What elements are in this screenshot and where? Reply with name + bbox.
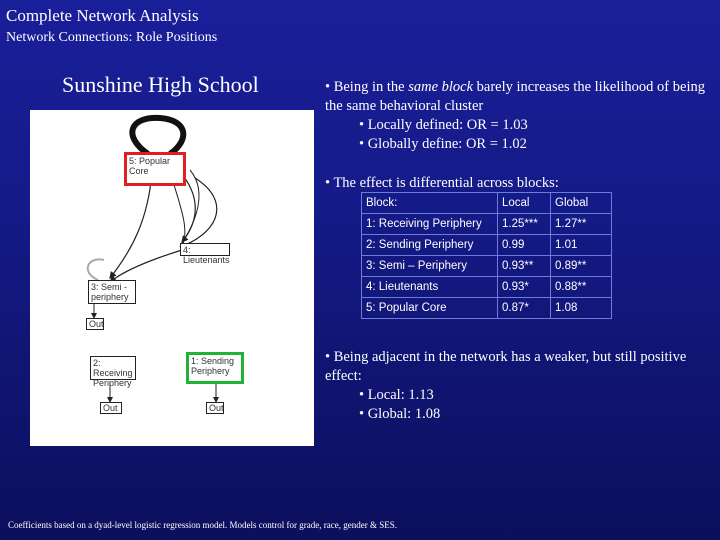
table-cell: 0.93** xyxy=(498,256,551,277)
edge-core-semi xyxy=(110,172,152,278)
footnote: Coefficients based on a dyad-level logistic regression model. Models control for grade, race, gender & SES. xyxy=(8,520,397,530)
table-cell: 1.08 xyxy=(551,298,612,319)
bullet-adjacency-text: • Being adjacent in the network has a weaker, but still positive effect: xyxy=(325,349,687,384)
slide-title: Complete Network Analysis xyxy=(6,6,199,25)
node-out-3: Out xyxy=(206,402,224,414)
node-lieutenants: 4: Lieutenants xyxy=(180,243,230,256)
table-cell: 0.93* xyxy=(498,277,551,298)
table-cell: 2: Sending Periphery xyxy=(362,235,498,256)
slide-subtitle: Network Connections: Role Positions xyxy=(6,30,218,45)
header-global: Global xyxy=(551,193,612,214)
table-cell: 0.87* xyxy=(498,298,551,319)
bullet-adjacency-local: • Local: 1.13 xyxy=(359,387,434,403)
table-cell: 0.89** xyxy=(551,256,612,277)
header-local: Local xyxy=(498,193,551,214)
bullet-same-block xyxy=(325,78,715,154)
bullet-adjacency-global: • Global: 1.08 xyxy=(359,406,441,422)
block-odds-table xyxy=(361,192,612,319)
table-cell: 1.25*** xyxy=(498,214,551,235)
table-cell: 3: Semi – Periphery xyxy=(362,256,498,277)
table-cell: 1.27** xyxy=(551,214,612,235)
table-cell: 0.88** xyxy=(551,277,612,298)
emphasis-same-block: same block xyxy=(408,79,474,95)
bullet-adjacency xyxy=(325,348,715,424)
node-out-2: Out xyxy=(100,402,122,414)
table-row xyxy=(362,235,612,256)
bullet-differential: • The effect is differential across blocks: xyxy=(325,175,559,191)
network-diagram xyxy=(30,110,314,446)
table-row xyxy=(362,256,612,277)
edge-lieutenants-core xyxy=(185,178,217,245)
table-cell: 0.99 xyxy=(498,235,551,256)
node-popular-core: 5: Popular Core xyxy=(124,152,186,186)
node-sending-periphery: 1: Sending Periphery xyxy=(186,352,244,384)
table-row xyxy=(362,298,612,319)
node-out-1: Out xyxy=(86,318,104,330)
node-semi-periphery: 3: Semi - periphery xyxy=(88,280,136,304)
table-cell: 1.01 xyxy=(551,235,612,256)
bullet-local-or: • Locally defined: OR = 1.03 xyxy=(359,117,528,133)
self-loop-edge xyxy=(132,118,183,154)
table-cell: 1: Receiving Periphery xyxy=(362,214,498,235)
table-row xyxy=(362,277,612,298)
table-row xyxy=(362,214,612,235)
node-receiving-periphery: 2: Receiving Periphery xyxy=(90,356,136,380)
edge-lieutenants-semi xyxy=(110,250,182,282)
header-block: Block: xyxy=(362,193,498,214)
school-name: Sunshine High School xyxy=(62,72,259,97)
bullet-global-or: • Globally define: OR = 1.02 xyxy=(359,136,527,152)
table-header-row xyxy=(362,193,612,214)
table-cell: 4: Lieutenants xyxy=(362,277,498,298)
bullet-same-block-text: • Being in the same block barely increases the likelihood of being the same behavioral cluster xyxy=(325,79,705,114)
table-cell: 5: Popular Core xyxy=(362,298,498,319)
semi-self-loop xyxy=(88,259,104,280)
